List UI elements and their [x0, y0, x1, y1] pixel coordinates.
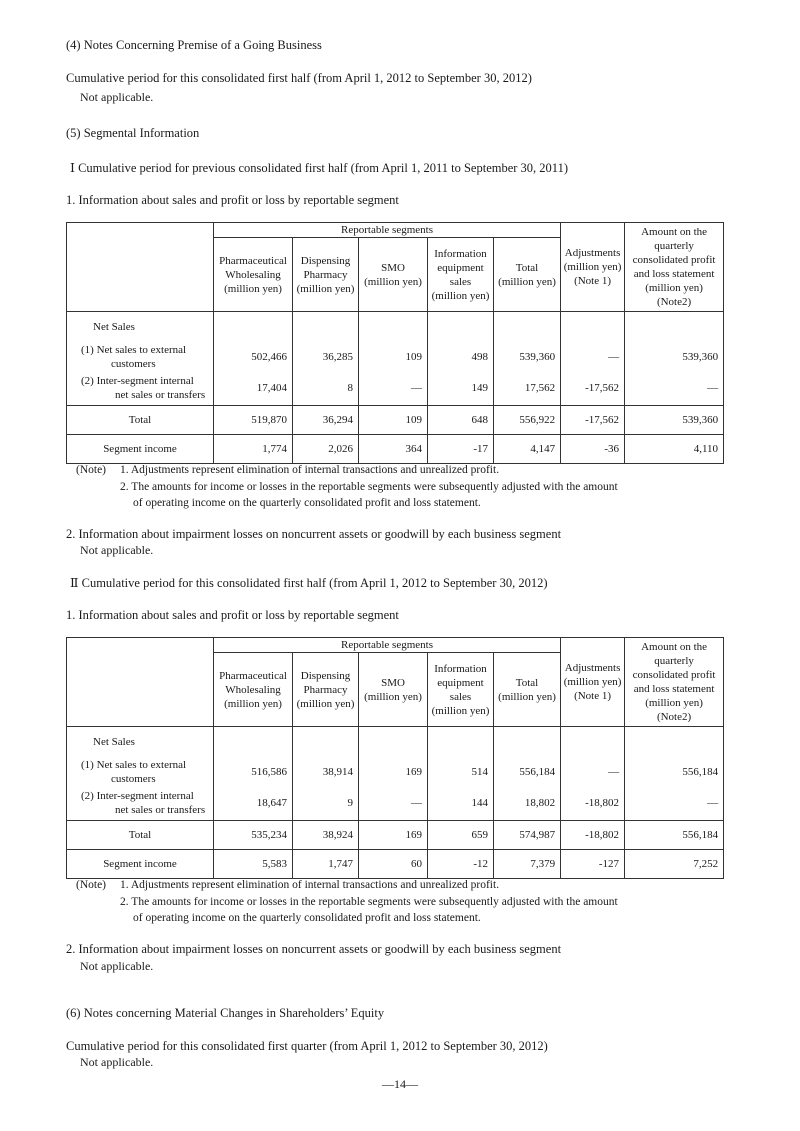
cell: 574,987 — [494, 821, 561, 850]
label-inter-segment: (2) Inter-segment internal net sales or transfers — [67, 372, 214, 406]
header-reportable-segments: Reportable segments — [214, 223, 561, 238]
cell: 109 — [359, 406, 428, 435]
cell: -127 — [561, 850, 625, 879]
cell: 539,360 — [625, 406, 724, 435]
cell: 36,285 — [293, 342, 359, 372]
header-total: Total (million yen) — [494, 238, 561, 312]
header-pharmaceutical-wholesaling: Pharmaceutical Wholesaling (million yen) — [214, 238, 293, 312]
label-segment-income: Segment income — [67, 435, 214, 464]
cell: 38,914 — [293, 757, 359, 787]
section-6-heading: (6) Notes concerning Material Changes in Shareholders’ Equity — [66, 1006, 385, 1020]
header-pharmaceutical-wholesaling: Pharmaceutical Wholesaling (million yen) — [214, 653, 293, 727]
cell: 60 — [359, 850, 428, 879]
note-2: 2. The amounts for income or losses in the reportable segments were subsequently adjusted with the amount — [120, 481, 618, 493]
segment-table-2011 — [66, 222, 724, 464]
cell: 2,026 — [293, 435, 359, 464]
cell: 4,147 — [494, 435, 561, 464]
section-6-text: Not applicable. — [80, 1055, 154, 1069]
label-net-sales: Net Sales — [67, 727, 214, 757]
cell: 109 — [359, 342, 428, 372]
cell: 8 — [293, 372, 359, 406]
cell: -18,802 — [561, 787, 625, 821]
cell: 36,294 — [293, 406, 359, 435]
label-external-sales: (1) Net sales to external customers — [67, 757, 214, 787]
cell: — — [561, 757, 625, 787]
cell: — — [625, 372, 724, 406]
cell: 17,562 — [494, 372, 561, 406]
header-dispensing-pharmacy: Dispensing Pharmacy (million yen) — [293, 238, 359, 312]
cell: 7,379 — [494, 850, 561, 879]
label-external-sales: (1) Net sales to external customers — [67, 342, 214, 372]
note-label: (Note) — [76, 879, 107, 891]
header-statement-amount: Amount on the quarterly consolidated profit and loss statement (million yen) (Note2) — [625, 638, 724, 727]
cell: -17 — [428, 435, 494, 464]
part-2-subheading: 1. Information about sales and profit or loss by reportable segment — [66, 608, 399, 622]
part-1-impairment-heading: 2. Information about impairment losses on noncurrent assets or goodwill by each business segment — [66, 527, 562, 541]
cell: 17,404 — [214, 372, 293, 406]
cell: -36 — [561, 435, 625, 464]
header-statement-amount: Amount on the quarterly consolidated profit and loss statement (million yen) (Note2) — [625, 223, 724, 312]
cell: 519,870 — [214, 406, 293, 435]
cell: 1,747 — [293, 850, 359, 879]
cell: 556,184 — [625, 821, 724, 850]
note-1: 1. Adjustments represent elimination of internal transactions and unrealized profit. — [120, 879, 500, 891]
cell: 498 — [428, 342, 494, 372]
cell: -18,802 — [561, 821, 625, 850]
part-1-title: Ⅰ Cumulative period for previous consolidated first half (from April 1, 2011 to September 30, 2011) — [70, 161, 569, 175]
cell: 514 — [428, 757, 494, 787]
cell: 18,802 — [494, 787, 561, 821]
header-reportable-segments: Reportable segments — [214, 638, 561, 653]
section-4-period: Cumulative period for this consolidated first half (from April 1, 2012 to September 30, 2012) — [66, 71, 532, 85]
header-adjustments: Adjustments (million yen) (Note 1) — [561, 223, 625, 312]
header-blank — [67, 223, 214, 312]
cell: 1,774 — [214, 435, 293, 464]
cell: 659 — [428, 821, 494, 850]
cell: 539,360 — [625, 342, 724, 372]
note-1: 1. Adjustments represent elimination of internal transactions and unrealized profit. — [120, 464, 500, 476]
cell: -17,562 — [561, 372, 625, 406]
cell: 144 — [428, 787, 494, 821]
part-1-subheading: 1. Information about sales and profit or loss by reportable segment — [66, 193, 399, 207]
section-4-heading: (4) Notes Concerning Premise of a Going Business — [66, 38, 322, 52]
cell: 556,184 — [625, 757, 724, 787]
cell: — — [561, 342, 625, 372]
cell: -17,562 — [561, 406, 625, 435]
part-1-impairment-text: Not applicable. — [80, 543, 154, 557]
cell: 169 — [359, 757, 428, 787]
header-dispensing-pharmacy: Dispensing Pharmacy (million yen) — [293, 653, 359, 727]
cell: 5,583 — [214, 850, 293, 879]
section-4-text: Not applicable. — [80, 90, 154, 104]
cell: 38,924 — [293, 821, 359, 850]
cell: 556,184 — [494, 757, 561, 787]
cell: 7,252 — [625, 850, 724, 879]
cell: 149 — [428, 372, 494, 406]
label-total: Total — [67, 821, 214, 850]
cell: 539,360 — [494, 342, 561, 372]
header-adjustments: Adjustments (million yen) (Note 1) — [561, 638, 625, 727]
cell: 535,234 — [214, 821, 293, 850]
cell: -12 — [428, 850, 494, 879]
part-2-title: Ⅱ Cumulative period for this consolidated first half (from April 1, 2012 to September 30, 2012) — [70, 576, 548, 590]
cell: — — [359, 372, 428, 406]
header-smo: SMO (million yen) — [359, 238, 428, 312]
header-information-equipment: Information equipment sales (million yen) — [428, 238, 494, 312]
cell: 502,466 — [214, 342, 293, 372]
cell: 169 — [359, 821, 428, 850]
label-net-sales: Net Sales — [67, 312, 214, 342]
header-total: Total (million yen) — [494, 653, 561, 727]
note-2-cont: of operating income on the quarterly consolidated profit and loss statement. — [133, 912, 481, 924]
cell: 648 — [428, 406, 494, 435]
cell: 18,647 — [214, 787, 293, 821]
part-2-impairment-text: Not applicable. — [80, 959, 154, 973]
cell: 556,922 — [494, 406, 561, 435]
cell: 364 — [359, 435, 428, 464]
cell: — — [359, 787, 428, 821]
cell: 516,586 — [214, 757, 293, 787]
part-2-impairment-heading: 2. Information about impairment losses on noncurrent assets or goodwill by each business segment — [66, 942, 562, 956]
section-5-heading: (5) Segmental Information — [66, 126, 200, 140]
cell: — — [625, 787, 724, 821]
header-smo: SMO (million yen) — [359, 653, 428, 727]
header-information-equipment: Information equipment sales (million yen) — [428, 653, 494, 727]
section-6-period: Cumulative period for this consolidated first quarter (from April 1, 2012 to September 30, 2012) — [66, 1039, 548, 1053]
label-segment-income: Segment income — [67, 850, 214, 879]
page-number: —14— — [382, 1077, 418, 1091]
segment-table-2012 — [66, 637, 724, 879]
note-2: 2. The amounts for income or losses in the reportable segments were subsequently adjusted with the amount — [120, 896, 618, 908]
header-blank — [67, 638, 214, 727]
cell: 9 — [293, 787, 359, 821]
note-label: (Note) — [76, 464, 107, 476]
label-total: Total — [67, 406, 214, 435]
label-inter-segment: (2) Inter-segment internal net sales or transfers — [67, 787, 214, 821]
cell: 4,110 — [625, 435, 724, 464]
note-2-cont: of operating income on the quarterly consolidated profit and loss statement. — [133, 497, 481, 509]
